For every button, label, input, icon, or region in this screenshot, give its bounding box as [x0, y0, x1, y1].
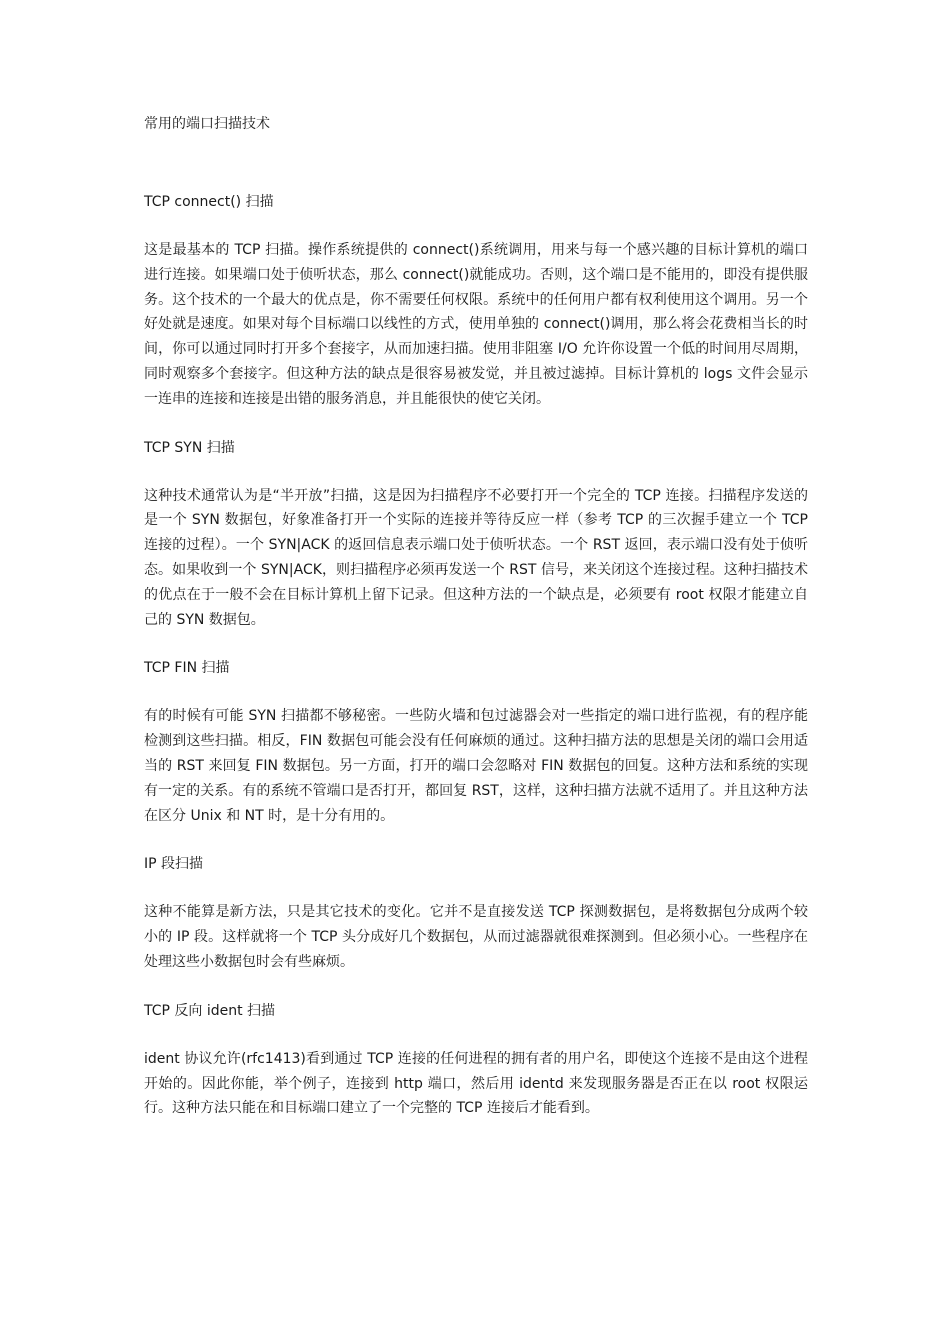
- section-heading: TCP FIN 扫描: [144, 660, 230, 677]
- section-body: 这种技术通常认为是“半开放”扫描，这是因为扫描程序不必要打开一个完全的 TCP 连接。扫描程序发送的是一个 SYN 数据包，好象准备打开一个实际的连接并等待反应一样（参考 TCP 的三次握手建立一个 TCP 连接的过程）。一个 SYN|ACK 的返回信息表示端口处于侦听状态。一个 RST 返回，表示端口没有处于侦听态。如果收到一个 SYN|ACK，则扫描程序必须再发送一个 RST 信号，来关闭这个连接过程。这种扫描技术的优点在于一般不会在目标计算机上留下记录。但这种方法的一个缺点是，必须要有 root 权限才能建立自己的 SYN 数据包。: [144, 487, 808, 628]
- document-title: 常用的端口扫描技术: [144, 116, 270, 132]
- document-content: [144, 112, 808, 1145]
- section-heading: IP 段扫描: [144, 856, 204, 873]
- section-body: 有的时候有可能 SYN 扫描都不够秘密。一些防火墙和包过滤器会对一些指定的端口进行监视，有的程序能检测到这些扫描。相反，FIN 数据包可能会没有任何麻烦的通过。这种扫描方法的思想是关闭的端口会用适当的 RST 来回复 FIN 数据包。另一方面，打开的端口会忽略对 FIN 数据包的回复。这种方法和系统的实现有一定的关系。有的系统不管端口是否打开，都回复 RST，这样，这种扫描方法就不适用了。并且这种方法在区分 Unix 和 NT 时，是十分有用的。: [144, 708, 808, 824]
- section-heading: TCP 反向 ident 扫描: [144, 1002, 276, 1019]
- section-body: 这种不能算是新方法，只是其它技术的变化。它并不是直接发送 TCP 探测数据包，是将数据包分成两个较小的 IP 段。这样就将一个 TCP 头分成好几个数据包，从而过滤器就很难探测到。但必须小心。一些程序在处理这些小数据包时会有些麻烦。: [144, 904, 808, 970]
- section-tcp-reverse-ident: [144, 999, 808, 1121]
- section-heading: TCP connect() 扫描: [144, 194, 274, 210]
- section-tcp-fin: [144, 656, 808, 828]
- section-body: 这是最基本的 TCP 扫描。操作系统提供的 connect()系统调用，用来与每一个感兴趣的目标计算机的端口进行连接。如果端口处于侦听状态，那么 connect()就能成功。否则，这个端口是不能用的，即没有提供服务。这个技术的一个最大的优点是，你不需要任何权限。系统中的任何用户都有权利使用这个调用。另一个好处就是速度。如果对每个目标端口以线性的方式，使用单独的 connect()调用，那么将会花费相当长的时间，你可以通过同时打开多个套接字，从而加速扫描。使用非阻塞 I/O 允许你设置一个低的时间用尽周期，同时观察多个套接字。但这种方法的缺点是很容易被发觉，并且被过滤掉。目标计算机的 logs 文件会显示一连串的连接和连接是出错的服务消息，并且能很快的使它关闭。: [144, 242, 808, 407]
- section-heading: TCP SYN 扫描: [144, 439, 235, 456]
- section-tcp-syn: [144, 436, 808, 633]
- section-ip-fragment: [144, 852, 808, 974]
- section-tcp-connect: [144, 190, 808, 412]
- section-body: ident 协议允许(rfc1413)看到通过 TCP 连接的任何进程的拥有者的用户名，即使这个连接不是由这个进程开始的。因此你能，举个例子，连接到 http 端口，然后用 identd 来发现服务器是否正在以 root 权限运行。这种方法只能在和目标端口建立了一个完整的 TCP 连接后才能看到。: [144, 1050, 808, 1117]
